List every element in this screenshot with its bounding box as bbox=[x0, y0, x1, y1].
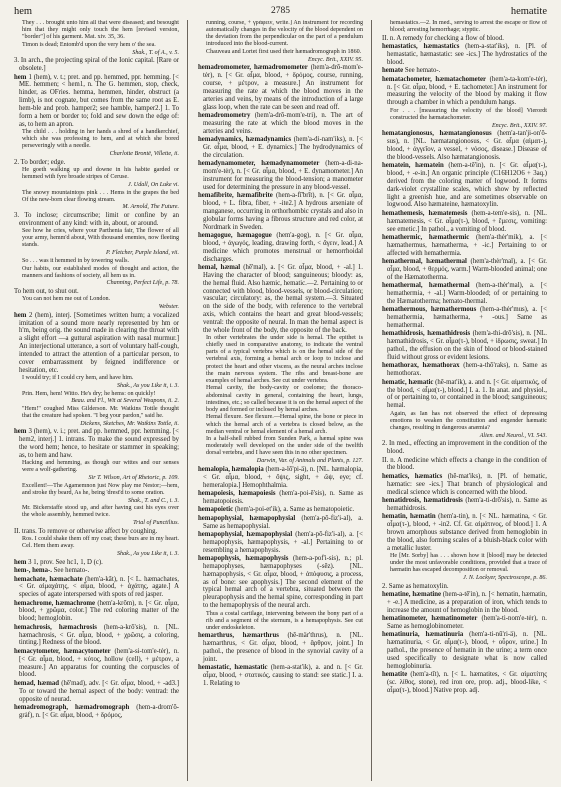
entry-headword: hemapophysial, hæmapophysial bbox=[198, 514, 296, 522]
entry-text: (hem'a-poi-ē'sis), n. Same as hematopoiesis. bbox=[203, 489, 363, 505]
dictionary-entry bbox=[198, 555, 363, 610]
dictionary-entry bbox=[14, 600, 179, 624]
quotation: Our habits, our established modes of thought and action, the manners and fashions of society, all hem us in. bbox=[22, 265, 179, 279]
dictionary-entry bbox=[14, 159, 179, 167]
citation-source bbox=[14, 304, 179, 311]
running-head-right-guideword: hematite bbox=[510, 6, 547, 17]
dictionary-entry bbox=[382, 210, 547, 234]
entry-text: See hemato-. bbox=[404, 67, 441, 75]
running-head bbox=[14, 6, 547, 20]
entry-headword: hematidrosis, hæmatidrosis bbox=[382, 496, 463, 504]
quotation: running, course, + γράφειν, write.] An instrument for recording automatically changes in the velocity of the blood dependent on the deviation from the perpendicular on the part of a pendulum introduced into the blood-current. bbox=[206, 20, 363, 48]
quotation: Again, as Ian has not observed the effect of depressing emotions to weaken the constitution and engender hæmatic changes, resulting in dangerous anæmia? bbox=[390, 410, 547, 431]
entry-headword: hematite bbox=[382, 671, 408, 679]
citation-source-name: Trial of Punctilius. bbox=[133, 520, 179, 527]
dictionary-entry bbox=[14, 288, 179, 296]
entry-text: (hem-a-tem'e-sis), n. [NL. hæmatemesis, < Gr. αἷμα(τ-), blood, + ἔμεσις, vomiting: see emetic.] In pathol., a vomiting of blood. bbox=[387, 209, 547, 233]
entry-text: (hem'a-tin), n. [< NL. hæmatina, < Gr. αἷμα(τ-), blood, + -in2. Cf. Gr. αἱμάτινος, of blood.] 1. A brown amorphous substance derived from hemoglobin in the blood, also forming scales of a bluish-black color with a metallic luster. bbox=[387, 513, 547, 552]
citation-source-name: Dickens, Sketches, Mr. Watkins Tottle, ii. bbox=[80, 420, 179, 427]
quotation: I would try; if I could cry hem, and have him. bbox=[22, 375, 134, 382]
dictionary-entry bbox=[14, 624, 179, 648]
entry-text: (hem'a-tan'ji-on'ō-sus), n. [NL. hæmatangionosus, < Gr. αἷμα (αἱματ-), blood, + ἀγγεῖον, a vessel, + νόσος, disease.] Disease of the blood-vessels. Also hæmatangionosis. bbox=[387, 130, 547, 161]
citation-source bbox=[14, 398, 179, 405]
quotation: He goeth walking up and downe in his habite garded or hemmed with fyre broade stripes of Ceruse. bbox=[22, 167, 179, 181]
entry-headword: hemafibrite, hæmafibrite bbox=[198, 192, 273, 200]
entry-text: (hem-a-stat'ik), a. and n. [< Gr. αἷμα, blood, + στατικός, causing to stand: see static.] I. a. 1. Relating to bbox=[203, 664, 364, 688]
citation-source-name: Channing, Perfect Life, p. 78. bbox=[106, 280, 179, 287]
citation-source-name: Shak., T. and C., i. 3. bbox=[127, 497, 179, 504]
entry-text: (hem-a-thō'raks), n. Same as hemothorax. bbox=[387, 362, 547, 378]
dictionary-entry bbox=[14, 212, 179, 228]
citation-source-name: Encyc. Brit., XXIV. 95. bbox=[307, 56, 363, 63]
entry-headword: hemathermous, hæmathermous bbox=[382, 306, 477, 314]
entry-headword: hem bbox=[14, 73, 27, 81]
entry-headword: hematin, hæmatin bbox=[382, 513, 436, 521]
entry-headword: hematic, hæmatic bbox=[382, 378, 434, 386]
quotation: See how he cries, where your Parthenia fair, The flower of all your army, hemm'd about, With thousand enemies, now fleeting stands. bbox=[22, 228, 179, 249]
entry-headword: hemastatic, hæmastatic bbox=[198, 664, 268, 672]
citation-source bbox=[382, 123, 547, 130]
quotation: Hemal flexure. See flexure.—Hemal spine, the bone or piece in which the hemal arch of a vertebra is closed below, as the median ventral or hemal element of a hemal arch. bbox=[206, 414, 363, 435]
entry-text: (hem'a-gog), n. [< Gr. αἷμα, blood, + ἀγωγός, leading, drawing forth, < ἄγειν, lead.] A medicine which promotes menstrual or hemorrhoidal discharges. bbox=[203, 232, 363, 263]
citation-source bbox=[14, 421, 179, 428]
citation-source bbox=[14, 151, 179, 158]
citation-source-name: Shak., As you Like it, i. 3. bbox=[116, 382, 179, 389]
dictionary-entry bbox=[14, 528, 179, 536]
entry-text: (hem'a-ti-drō'sis), n. Same as hemathidrosis. bbox=[387, 496, 547, 512]
entry-headword: hemagogue, hæmagogue bbox=[198, 232, 272, 240]
entry-text: 3 1, prov. See hc1, 1, D (c). bbox=[28, 558, 103, 566]
citation-source-name: Encyc. Brit., XXIV. 97. bbox=[491, 122, 547, 129]
dictionary-entry bbox=[382, 591, 547, 615]
dictionary-entry bbox=[14, 57, 179, 73]
dictionary-entry bbox=[198, 160, 363, 191]
entry-headword: hematangionosus, hæmatangionosus bbox=[382, 130, 492, 138]
entry-text: 3. To inclose; circumscribe; limit or confine by an environment of any kind: with in, about, or around. bbox=[14, 211, 179, 227]
dictionary-entry bbox=[14, 704, 179, 720]
citation-source-name: Charlotte Brontë, Villette, ii. bbox=[109, 150, 179, 157]
column-2 bbox=[198, 20, 372, 781]
dictionary-entry bbox=[198, 466, 363, 490]
entry-text: (hem-a-tē'in), n. [< Gr. αἷμα(τ-), blood, + -e-in.] An organic principle (C16H12O6 + 3aq.) derived from the coloring matter of logwood. It forms dark-violet crystalline scales, which show by reflected light a greenish hue, and are sometimes observable on logwood. Also hæmateine, hæmatoxylin. bbox=[387, 162, 547, 209]
entry-headword: hemathorax, hæmathorax bbox=[382, 362, 460, 370]
dictionary-entry bbox=[14, 680, 179, 704]
text-columns bbox=[14, 20, 547, 781]
entry-headword: hemachrome, hæmachrome bbox=[14, 599, 96, 607]
entry-headword: hemadromometer, hæmadromometer bbox=[198, 64, 308, 72]
entry-text: (hē'mal), a. [< Gr. αἷμα, blood, + -al.] 1. Having the character of blood; sanguineous; bloody: as, the hemal fluid. Also hæmic, hematic.—2. Pertaining to or connected with blood, blood-vessels, or blood-circulation; vascular; circulatory: as, the hemal system.—3. Situated on the side of the body, with reference to the vertebral axis, which contains the heart and great blood-vessels; ventral: the opposite of neural. In man the hemal aspect is the whole front of the body, the opposite of the back. bbox=[203, 264, 363, 334]
citation-source bbox=[14, 551, 179, 558]
quotation: For . . . [measuring the velocity of the blood] Vierordt constructed the hæmatachometer. bbox=[390, 107, 547, 121]
column-3 bbox=[382, 20, 547, 781]
entry-text: (hem'a-pō-fiz'i-al), a. [< hemapophysis, hæmapophysis, + -al.] Pertaining to or resembling a hemapophysis. bbox=[203, 530, 364, 554]
entry-headword: hematics, hæmatics bbox=[382, 472, 443, 480]
quotation: The snowy mountaintops pink . . . Hems in the grapes the bed Of the new-born clear flowing stream. bbox=[22, 189, 179, 203]
entry-text: (hem'a-di-nam'iks), n. [< Gr. αἷμα, blood, + E. dynamics.] The hydrodynamics of the circulation. bbox=[203, 136, 363, 159]
entry-headword: hem bbox=[14, 311, 27, 319]
entry-text: See hemato-. bbox=[53, 567, 90, 575]
quotation: Hemal cavity, the body-cavity or coelome; the thoraco-abdominal cavity in general, containing the heart, lungs, intestines, etc.; so called because it is on the hemal aspect of the body and formed or inclosed by hemal arches. bbox=[206, 385, 363, 413]
entry-text: (hem'a-krōm), n. [< Gr. αἷμα, blood, + χρῶμα, color.] The red coloring matter of the blood; hemoglobin. bbox=[19, 599, 179, 623]
quotation: Mr. Bickerstaffe stood up, and after having cast his eyes over the whole assembly, hemmed twice. bbox=[22, 505, 179, 519]
entry-headword: hemathermic, hæmathermic bbox=[382, 233, 470, 241]
citation-source bbox=[14, 182, 179, 189]
dictionary-entry bbox=[382, 513, 547, 552]
dictionary-entry bbox=[382, 440, 547, 456]
entry-headword: hemachrosis, hæmachrosis bbox=[14, 623, 97, 631]
entry-headword: hemalopia, hæmalopia bbox=[198, 465, 264, 473]
dictionary-entry bbox=[382, 162, 547, 209]
entry-headword: hemacytometer, hæmacytometer bbox=[14, 647, 111, 655]
dictionary-entry bbox=[382, 234, 547, 258]
dictionary-entry bbox=[382, 457, 547, 473]
dictionary-entry bbox=[198, 632, 363, 663]
entry-text: (hem'a-tīt), n. [< L. hæmatites, < Gr. αἱματίτης (sc. λίθος, stone), red iron ore, prop. adj., blood-like, < αἷμα(τ-), blood.] Native prop. adj. bbox=[387, 671, 547, 694]
entry-text: (hem-a-thėr'mus), a. [< hemathermia, hæmatherma, + -ous.] Same as hemathermal. bbox=[387, 306, 547, 330]
dictionary-entry bbox=[382, 379, 547, 410]
citation-source-name: M. Arnold, The Future. bbox=[122, 204, 179, 211]
entry-headword: hemadromometry bbox=[198, 112, 251, 119]
citation-source-name: Shak., T. of A., v. 5. bbox=[132, 49, 179, 56]
quotation: In other vertebrates the under side is hemal. The epithet is chiefly used in comparative anatomy, to indicate the ventral parts of a typical vertebra which is on the hemal side of the vertebral axis, forming a hemal arch or loop to inclose and protect the heart and other viscera, as the neural arches inclose the main nervous system. The ribs and breast-bone are examples of hemal arches. See cut under vertebra. bbox=[206, 335, 363, 384]
entry-text: (hem'a-ta-kom'e-tėr), n. [< Gr. αἷμα, blood, + E. tachometer.] An instrument for measuring the velocity of the blood by making it flow through a chamber in which a pendulum hangs. bbox=[387, 75, 547, 107]
entry-headword: hematinuria, hæmatinuria bbox=[382, 631, 464, 639]
dictionary-entry bbox=[198, 264, 363, 335]
entry-headword: hematinometer, hæmatinometer bbox=[382, 615, 478, 623]
quotation: Timon is dead; Entomb'd upon the very hem o' the sea. bbox=[22, 41, 156, 48]
dictionary-entry bbox=[198, 515, 363, 531]
dictionary-entry bbox=[382, 362, 547, 378]
entry-headword: hematachometer, hæmatachometer bbox=[382, 75, 486, 83]
citation-source bbox=[14, 475, 179, 482]
entry-text: (hem'a-ti-nū'ri-ä), n. [NL. hæmatinuria, < Gr. αἷμα(τ-), blood, + οὖρον, urine.] In pathol., the presence of hematin in the urine; a term once used specifically to designate what is now called hemoglobinuria. bbox=[387, 631, 547, 670]
dictionary-entry bbox=[382, 130, 547, 161]
entry-headword: hem bbox=[14, 558, 27, 566]
citation-source bbox=[14, 50, 179, 57]
entry-headword: hemarthrus, hæmarthrus bbox=[198, 632, 279, 640]
dictionary-entry bbox=[382, 282, 547, 306]
entry-text: (hem'a-kāt), n. [< L. hæmachates, < Gr. αἱμαχάτης, < αἷμα, blood, + ἀχάτης, agate.] A species of agate interspersed with spots of red jasper. bbox=[19, 575, 179, 599]
entry-text: (hē-mat'iks), n. [Pl. of hematic, hæmatic: see -ics.] That branch of physiological and medical science which is concerned with the blood. bbox=[387, 472, 547, 496]
entry-headword: hemathidrosis, hæmathidrosis bbox=[382, 330, 471, 338]
dictionary-entry bbox=[382, 43, 547, 67]
citation-source-name: Beau. and Fl., Wit at Several Weapons, ii. 2. bbox=[71, 398, 179, 405]
entry-text: To hem out, to shut out. bbox=[14, 287, 79, 295]
citation-source-name: P. Fletcher, Purple Island, vii. bbox=[106, 250, 179, 257]
entry-headword: hemadynamics, hæmadynamics bbox=[198, 136, 292, 144]
citation-source bbox=[198, 458, 363, 465]
entry-headword: hemapoiesis, hæmapoiesis bbox=[198, 489, 276, 497]
citation-source-name: Darwin, Var. of Animals and Plants, p. 127. bbox=[256, 458, 363, 465]
entry-text: (hem'a-drō-mom'e-tri), n. The art of measuring the rate at which the blood moves in the arteries and veins. bbox=[203, 112, 363, 135]
entry-headword: hematine, hæmatine bbox=[382, 591, 442, 599]
citation-source bbox=[14, 250, 179, 257]
entry-headword: hemate bbox=[382, 67, 404, 75]
entry-text: (hem-a-tē'in), n. [< hematin, hæmatin, + -e.] A medicine, as a preparation of iron, which tends to increase the amount of hemoglobin in the blood. bbox=[387, 591, 547, 614]
quotation: They . . . brought unto him all that were diseased; and besought him that they might only touch the hem [revised version, "border"] of his garment. Mat. xiv. 35, 36. bbox=[22, 20, 179, 41]
citation-source-name: Alien. and Neurol., VI. 543. bbox=[479, 432, 547, 439]
dictionary-entry bbox=[198, 64, 363, 111]
entry-text: 2. To border; edge. bbox=[14, 158, 66, 166]
dictionary-entry bbox=[198, 232, 363, 263]
dictionary-entry bbox=[14, 559, 179, 567]
entry-text: (hem'a-thi-drō'sis), n. [NL. hæmathidrosis, < Gr. αἷμα(τ-), blood, + ἱδρωσις, sweat.] In pathol., the effusion on the skin of blood or blood-stained fluid without gross or evident lesions. bbox=[387, 330, 547, 361]
entry-text: (hem-a-krō'sis), n. [NL. hæmachrosis, < Gr. αἷμα, blood, + χρῶσις, a coloring, tinting.] Redness of the blood. bbox=[19, 623, 180, 647]
dictionary-entry bbox=[14, 567, 179, 575]
dictionary-entry bbox=[382, 583, 547, 591]
entry-text: 3. In arch., the projecting spiral of the Ionic capital. [Rare or obsolete.] bbox=[14, 57, 179, 73]
quotation: Thus a costal cartilage, intervening between the bony part of a rib and a segment of the sternum, is a hemapophysis. See cut under endoskeleton. bbox=[206, 610, 363, 631]
entry-text: 2 (hem), interj. [Sometimes written hum; a vocalized imitation of a sound more nearly represented by hm or h'm, being orig. the sound made in clearing the throat with a slight effort —a guttural aspiration with nasal murmur.] An interjectional utterance, a sort of voluntary half-cough, intended to attract the attention of a particular person, to cover embarrassment by feigned indifference or hesitation, etc. bbox=[19, 311, 179, 374]
citation-source bbox=[14, 204, 179, 211]
entry-headword: hemad, hæmad bbox=[14, 679, 60, 687]
entry-headword: hemachate, hæmachate bbox=[14, 575, 83, 583]
entry-text: (hē'mad), adv. [< Gr. αἷμα, blood, + -ad3.] To or toward the hemal aspect of the body: ventrad: the opposite of neurad. bbox=[19, 679, 179, 703]
entry-text: (hem-a-lō'pi-ä), n. [NL. hæmalopia, < Gr. αἷμα, blood, + ὄψις, sight, + ὤψ, eye; cf. hemeralopia.] Hemophthalmia. bbox=[203, 465, 364, 489]
entry-text: (hem'a-thėr'mik), a. [< hæmathermus, hæmatherma, + -ic.] Pertaining to or affected with hemathermia. bbox=[387, 233, 547, 257]
entry-text: 3 (hem), v. i.; pret. and pp. hemmed, ppr. hemming. [< hem2, interj.] 1. intrans. To make the sound expressed by the word hem; hence, to hesitate or stammer in speaking; as, to hem and haw. bbox=[19, 428, 179, 459]
dictionary-entry bbox=[382, 306, 547, 330]
quotation: hemastatics.—2. In med., serving to arrest the escape or flow of blood; arresting hemorrhage; styptic. bbox=[390, 20, 547, 34]
entry-text: 2. Same as hematoxylin. bbox=[382, 582, 449, 590]
dictionary-entry bbox=[382, 35, 547, 43]
dictionary-entry bbox=[198, 531, 363, 555]
entry-text: (hem-a-drom'ō-grȧf), n. [< Gr. αἷμα, blood, + δρόμος, bbox=[19, 703, 179, 719]
entry-headword: hemadynamometer, hæmadynamometer bbox=[198, 160, 320, 168]
quotation: "Hem!" coughed Miss Gilderson. Mr. Watkins Tottle thought that the creature had spoken. "I beg your pardon," said he. bbox=[22, 405, 179, 419]
dictionary-entry bbox=[198, 136, 363, 160]
entry-text: (hem-a-pof'i-sis), n.; pl. hemapophyses, hæmapophyses (-sēz). [NL. hæmapophysis, < Gr. αἷμα, blood, + ἀπόφυσις, a process, as of bone: see apophysis.] The second element of the typical hemal arch of a vertebra, situated between the pleurapophysis and the hemal spine, corresponding in part to the hemapophysis of the neural arch. bbox=[203, 555, 363, 610]
entry-text: (hem'a-pō-fiz'i-al), a. Same as hemapophysial. bbox=[203, 514, 364, 530]
dictionary-entry bbox=[198, 192, 363, 231]
quotation: You can not hem me out of London. bbox=[22, 296, 111, 303]
dictionary-entry bbox=[382, 615, 547, 631]
quotation: He [Mr. Sorby] has . . . shown how it [blood] may be detected under the most unfavorable conditions, provided that a trace of hæmatin has escaped decomposition or removal. bbox=[390, 553, 547, 574]
dictionary-entry bbox=[198, 112, 363, 136]
citation-source-name: J. N. Lockyer, Spectroscope, p. 86. bbox=[463, 574, 547, 581]
dictionary-entry bbox=[382, 76, 547, 107]
entry-text: (hem-a-fī'brīt), n. [< Gr. αἷμα, blood, + L. fibra, fiber, + -ite2.] A hydrous arseniate of manganese, occurring in orthorhombic crystals and also in globular forms having a fibrous structure and red color, at Nordmark in Sweden. bbox=[203, 192, 363, 231]
entry-text: II. trans. To remove or otherwise affect by coughing. bbox=[14, 527, 158, 535]
entry-headword: hematein, hæmatein bbox=[382, 162, 444, 170]
citation-source bbox=[14, 383, 179, 390]
entry-headword: hemapoietic bbox=[198, 506, 234, 514]
quotation: Ros. I could shake them off my coat; these burs are in my heart. Cel. Hem them away. bbox=[22, 536, 179, 550]
dictionary-entry bbox=[198, 664, 363, 688]
citation-source bbox=[14, 280, 179, 287]
entry-headword: hemapophysial, hæmapophysial bbox=[198, 530, 293, 538]
column-1 bbox=[14, 20, 188, 781]
running-head-left-guideword: hem bbox=[14, 6, 33, 17]
citation-source bbox=[198, 57, 363, 64]
dictionary-entry bbox=[14, 74, 179, 129]
entry-text: 2. In med., effecting an improvement in the condition of the blood. bbox=[382, 440, 547, 456]
page-number: 2785 bbox=[271, 6, 290, 16]
entry-text: (hem'a-si-tom'e-tėr), n. [< Gr. αἷμα, blood, + κύτος, hollow (cell), + μέτρον, a measure.] An apparatus for counting the corpuscles of blood. bbox=[19, 647, 179, 679]
citation-source-name: Sir T. Wilson, Art of Rhetoric, p. 109. bbox=[88, 475, 179, 482]
quotation: In a half-shell rubbed from Sunden Park, a hæmal spine was moderately well developed on the under side of the twelfth dorsal vertebra, and I have seen this in no other specimen. bbox=[206, 436, 363, 457]
dictionary-entry bbox=[382, 497, 547, 513]
dictionary-entry bbox=[14, 312, 179, 375]
entry-headword: hemastatics, hæmastatics bbox=[382, 43, 460, 51]
quotation: Chauveau and Lortet first used their hæmadromograph in 1860. bbox=[206, 48, 362, 55]
citation-source-name: Shak., As you Like it, i. 3. bbox=[116, 550, 179, 557]
dictionary-entry bbox=[14, 576, 179, 600]
entry-headword: hemathermal, hæmathermal bbox=[382, 258, 467, 266]
quotation: So . . . was it hemmed in by towering walls. bbox=[22, 257, 129, 264]
entry-headword: hemathermal, hæmathermal bbox=[382, 282, 470, 290]
citation-source-name: J. Udall, On Luke vi. bbox=[128, 181, 179, 188]
entry-text: (hem'a-drō-mom'e-tėr), n. [< Gr. αἷμα, blood, + δρόμος, course, running, course, + μέτρον, a measure.] An instrument for measuring the rate at which the blood moves in the arteries and veins, by means of the introduction of a large glass loop, when the rate can be seen and read off. bbox=[203, 64, 363, 111]
entry-text: II. n. A remedy for checking a flow of blood. bbox=[382, 34, 504, 42]
dictionary-entry bbox=[382, 258, 547, 282]
entry-headword: hemathemesis, hæmatemesis bbox=[382, 209, 468, 217]
dictionary-entry bbox=[382, 473, 547, 497]
entry-text: (hem'a-thėr'mal), a. [< Gr. αἷμα, blood, + θερμός, warm.] Warm-blooded animal; one of the Hæmatotherma. bbox=[387, 258, 547, 281]
citation-source-name: Webster. bbox=[158, 304, 179, 311]
entry-text: (hem'a-ti-nom'e-tėr), n. Same as hemoglobinometer. bbox=[387, 615, 547, 630]
dictionary-entry bbox=[382, 330, 547, 361]
entry-headword: hem bbox=[14, 428, 27, 436]
entry-text: 1 (hem), v. t.; pret. and pp. hemmed, ppr. hemming. [< ME. hemmen; < hem1, n. The G. hemmen, stop, check, hinder, as OFries. hemma, hemmen, hinder, obstruct (a limb), is not cognate, but comes from the same root as E. hem-ble and prob. hamper2; see hamble, hamper2.] 1. To form a hem or border to; fold and sew down the edge of: as, to hem an apron. bbox=[19, 73, 179, 128]
dictionary-entry bbox=[382, 67, 547, 75]
citation-source bbox=[382, 433, 547, 440]
dictionary-entry bbox=[198, 506, 363, 514]
entry-headword: hemadromograph, hæmadromograph bbox=[14, 703, 130, 711]
dictionary-entry bbox=[14, 428, 179, 459]
dictionary-entry bbox=[382, 631, 547, 670]
quotation: Prin. Hem, hem! Witto. He's dry; he hems: on quickly! bbox=[22, 390, 156, 397]
quotation: Excellent!—The Agamemnon just Now play me Nestor;—hem, and stroke thy beard, As he, being 'drest'd to some oration. bbox=[22, 482, 179, 496]
entry-text: (hē-mär'thrus), n. [NL. hæmarthrus, < Gr. αἷμα, blood, + ἄρθρον, joint.] In pathol., the presence of blood in the synovial cavity of a joint. bbox=[203, 632, 364, 663]
entry-text: (hē-mat'ik), a. and n. [< Gr. αἱματικός, of the blood, < αἷμα(τ-), blood.] I. a. 1. In anat. and physiol., of or pertaining to, or contained in the blood; sanguineous; hemal. bbox=[387, 378, 547, 410]
entry-headword: hemapophysis, hæmapophysis bbox=[198, 555, 289, 563]
citation-source bbox=[382, 575, 547, 582]
entry-text: (hem'a-poi-et'ik), a. Same as hematopoietic. bbox=[234, 506, 355, 514]
citation-source bbox=[14, 520, 179, 527]
dictionary-entry bbox=[14, 648, 179, 679]
entry-text: (hem-a-di-na-mom'e-tėr), n. [< Gr. αἷμα, blood, + E. dynamometer.] An instrument for measuring the blood-tension; a manometer used for determining the pressure in any blood-vessel. bbox=[203, 160, 363, 191]
dictionary-entry bbox=[198, 490, 363, 506]
entry-text: II. n. A medicine which effects a change in the condition of the blood. bbox=[382, 456, 547, 472]
quotation: Hacking and hemming, as though our wittes and our senses were a wolf-gathering. bbox=[22, 460, 179, 474]
entry-headword: hem-, hema-. bbox=[14, 567, 52, 575]
dictionary-entry bbox=[382, 671, 547, 695]
entry-text: (hem-a-thėr'mal), a. [< hemathermia, + -al.] Warm-blooded; of or pertaining to the Hæmatotherma; hemato-thermal. bbox=[387, 282, 547, 305]
entry-headword: hemal, hæmal bbox=[198, 264, 241, 271]
entry-text: (hem-a-stat'iks), n. [Pl. of hemastatic, hæmastatic: see -ics.] The hydrostatics of the blood. bbox=[387, 43, 547, 66]
quotation: The child . . . holding in her hands a shred of a handkerchief, which she was professing to hem, and at which she bored perseveringly with a needle. bbox=[22, 129, 179, 150]
citation-source bbox=[14, 498, 179, 505]
